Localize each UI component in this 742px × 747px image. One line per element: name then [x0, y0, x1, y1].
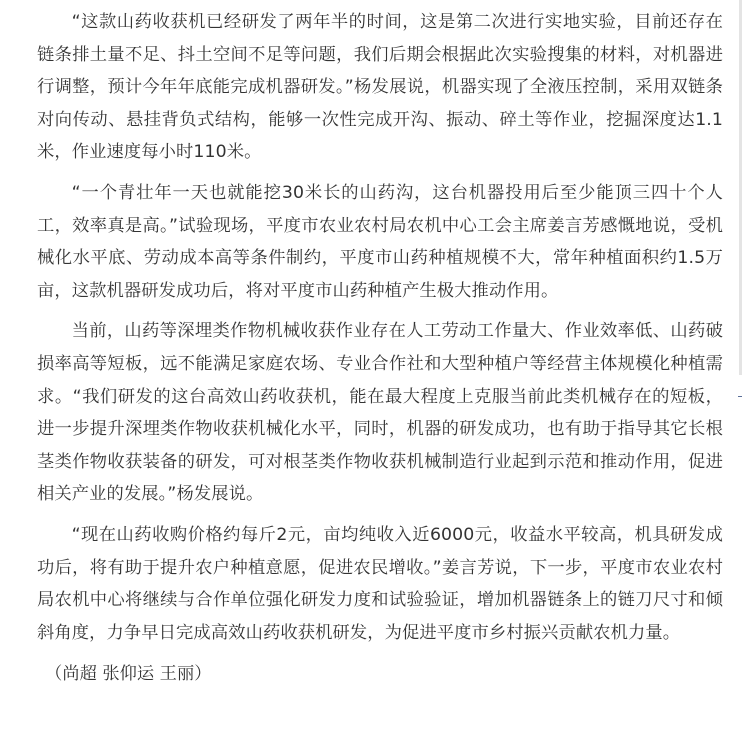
edge-marker	[738, 396, 742, 397]
article-paragraph-2: “一个青壮年一天也就能挖30米长的山药沟，这台机器投用后至少能顶三四十个人工，效率真是高。”试验现场，平度市农业农村局农机中心工会主席姜言芳感慨地说，受机械化水平底、劳动成本高等条件制约，平度市山药种植规模不大，常年种植面积约1.5万亩，这款机器研发成功后，将对平度市山药种植产生极大推动作用。	[37, 182, 723, 301]
article-paragraph-3: 当前，山药等深埋类作物机械收获作业存在人工劳动工作量大、作业效率低、山药破损率高等短板，远不能满足家庭农场、专业合作社和大型种植户等经营主体规模化种植需求。“我们研发的这台高效山药收获机，能在最大程度上克服当前此类机械存在的短板，进一步提升深埋类作物收获机械化水平，同时，机器的研发成功，也有助于指导其它长根茎类作物收获装备的研发，可对根茎类作物收获机械制造行业起到示范和推动作用，促进相关产业的发展。”杨发展说。	[37, 321, 723, 505]
article-paragraph-4: “现在山药收购价格约每斤2元，亩均纯收入近6000元，收益水平较高，机具研发成功后，将有助于提升农户种植意愿，促进农民增收。”姜言芳说，下一步，平度市农业农村局农机中心将继续与合作单位强化研发力度和试验验证，增加机器链条上的链刀尺寸和倾斜角度，力争早日完成高效山药收获机研发，为促进平度市乡村振兴贡献农机力量。	[37, 524, 723, 643]
article-byline: （尚超 张仰运 王丽）	[45, 664, 212, 685]
article-paragraph-1: “这款山药收获机已经研发了两年半的时间，这是第二次进行实地实验，目前还存在链条排土量不足、抖土空间不足等问题，我们后期会根据此次实验搜集的材料，对机器进行调整，预计今年年底能完成机器研发。”杨发展说，机器实现了全液压控制，采用双链条对向传动、悬挂背负式结构，能够一次性完成开沟、振动、碎土等作业，挖掘深度达1.1米，作业速度每小时110米。	[37, 12, 723, 163]
article-body	[37, 6, 723, 689]
